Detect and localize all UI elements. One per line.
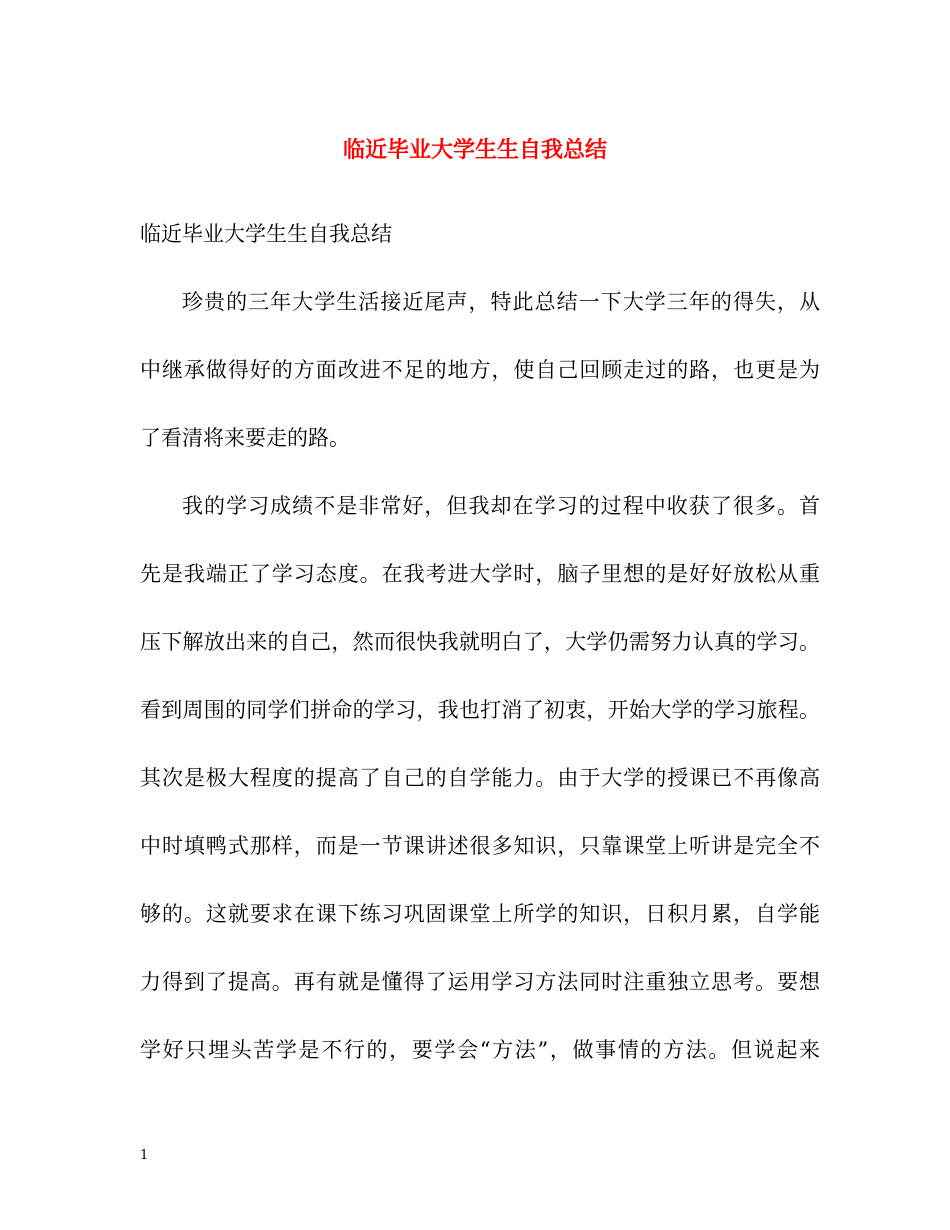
paragraph-line: 其次是极大程度的提高了自己的自学能力。由于大学的授课已不再像高 xyxy=(140,766,820,790)
paragraph-line: 学好只埋头苦学是不行的，要学会“方法”，做事情的方法。但说起来 xyxy=(140,1038,820,1062)
paragraph-line: 我的学习成绩不是非常好，但我却在学习的过程中收获了很多。首 xyxy=(182,494,820,518)
page-number: 1 xyxy=(140,1148,149,1163)
paragraph-line: 珍贵的三年大学生活接近尾声，特此总结一下大学三年的得失，从 xyxy=(182,290,820,314)
paragraph-line: 压下解放出来的自己，然而很快我就明白了，大学仍需努力认真的学习。 xyxy=(140,630,820,654)
paragraph-line: 中继承做得好的方面改进不足的地方，使自己回顾走过的路，也更是为 xyxy=(140,358,820,382)
paragraph-line: 中时填鸭式那样，而是一节课讲述很多知识，只靠课堂上听讲是完全不 xyxy=(140,834,820,858)
paragraph-line: 先是我端正了学习态度。在我考进大学时，脑子里想的是好好放松从重 xyxy=(140,562,820,586)
document-title: 临近毕业大学生生自我总结 xyxy=(342,137,607,163)
document-subtitle: 临近毕业大学生生自我总结 xyxy=(140,222,392,246)
paragraph-line: 看到周围的同学们拼命的学习，我也打消了初衷，开始大学的学习旅程。 xyxy=(140,698,820,722)
paragraph-line: 力得到了提高。再有就是懂得了运用学习方法同时注重独立思考。要想 xyxy=(140,970,820,994)
paragraph-line: 了看清将来要走的路。 xyxy=(140,426,350,450)
paragraph-line: 够的。这就要求在课下练习巩固课堂上所学的知识，日积月累，自学能 xyxy=(140,902,820,926)
